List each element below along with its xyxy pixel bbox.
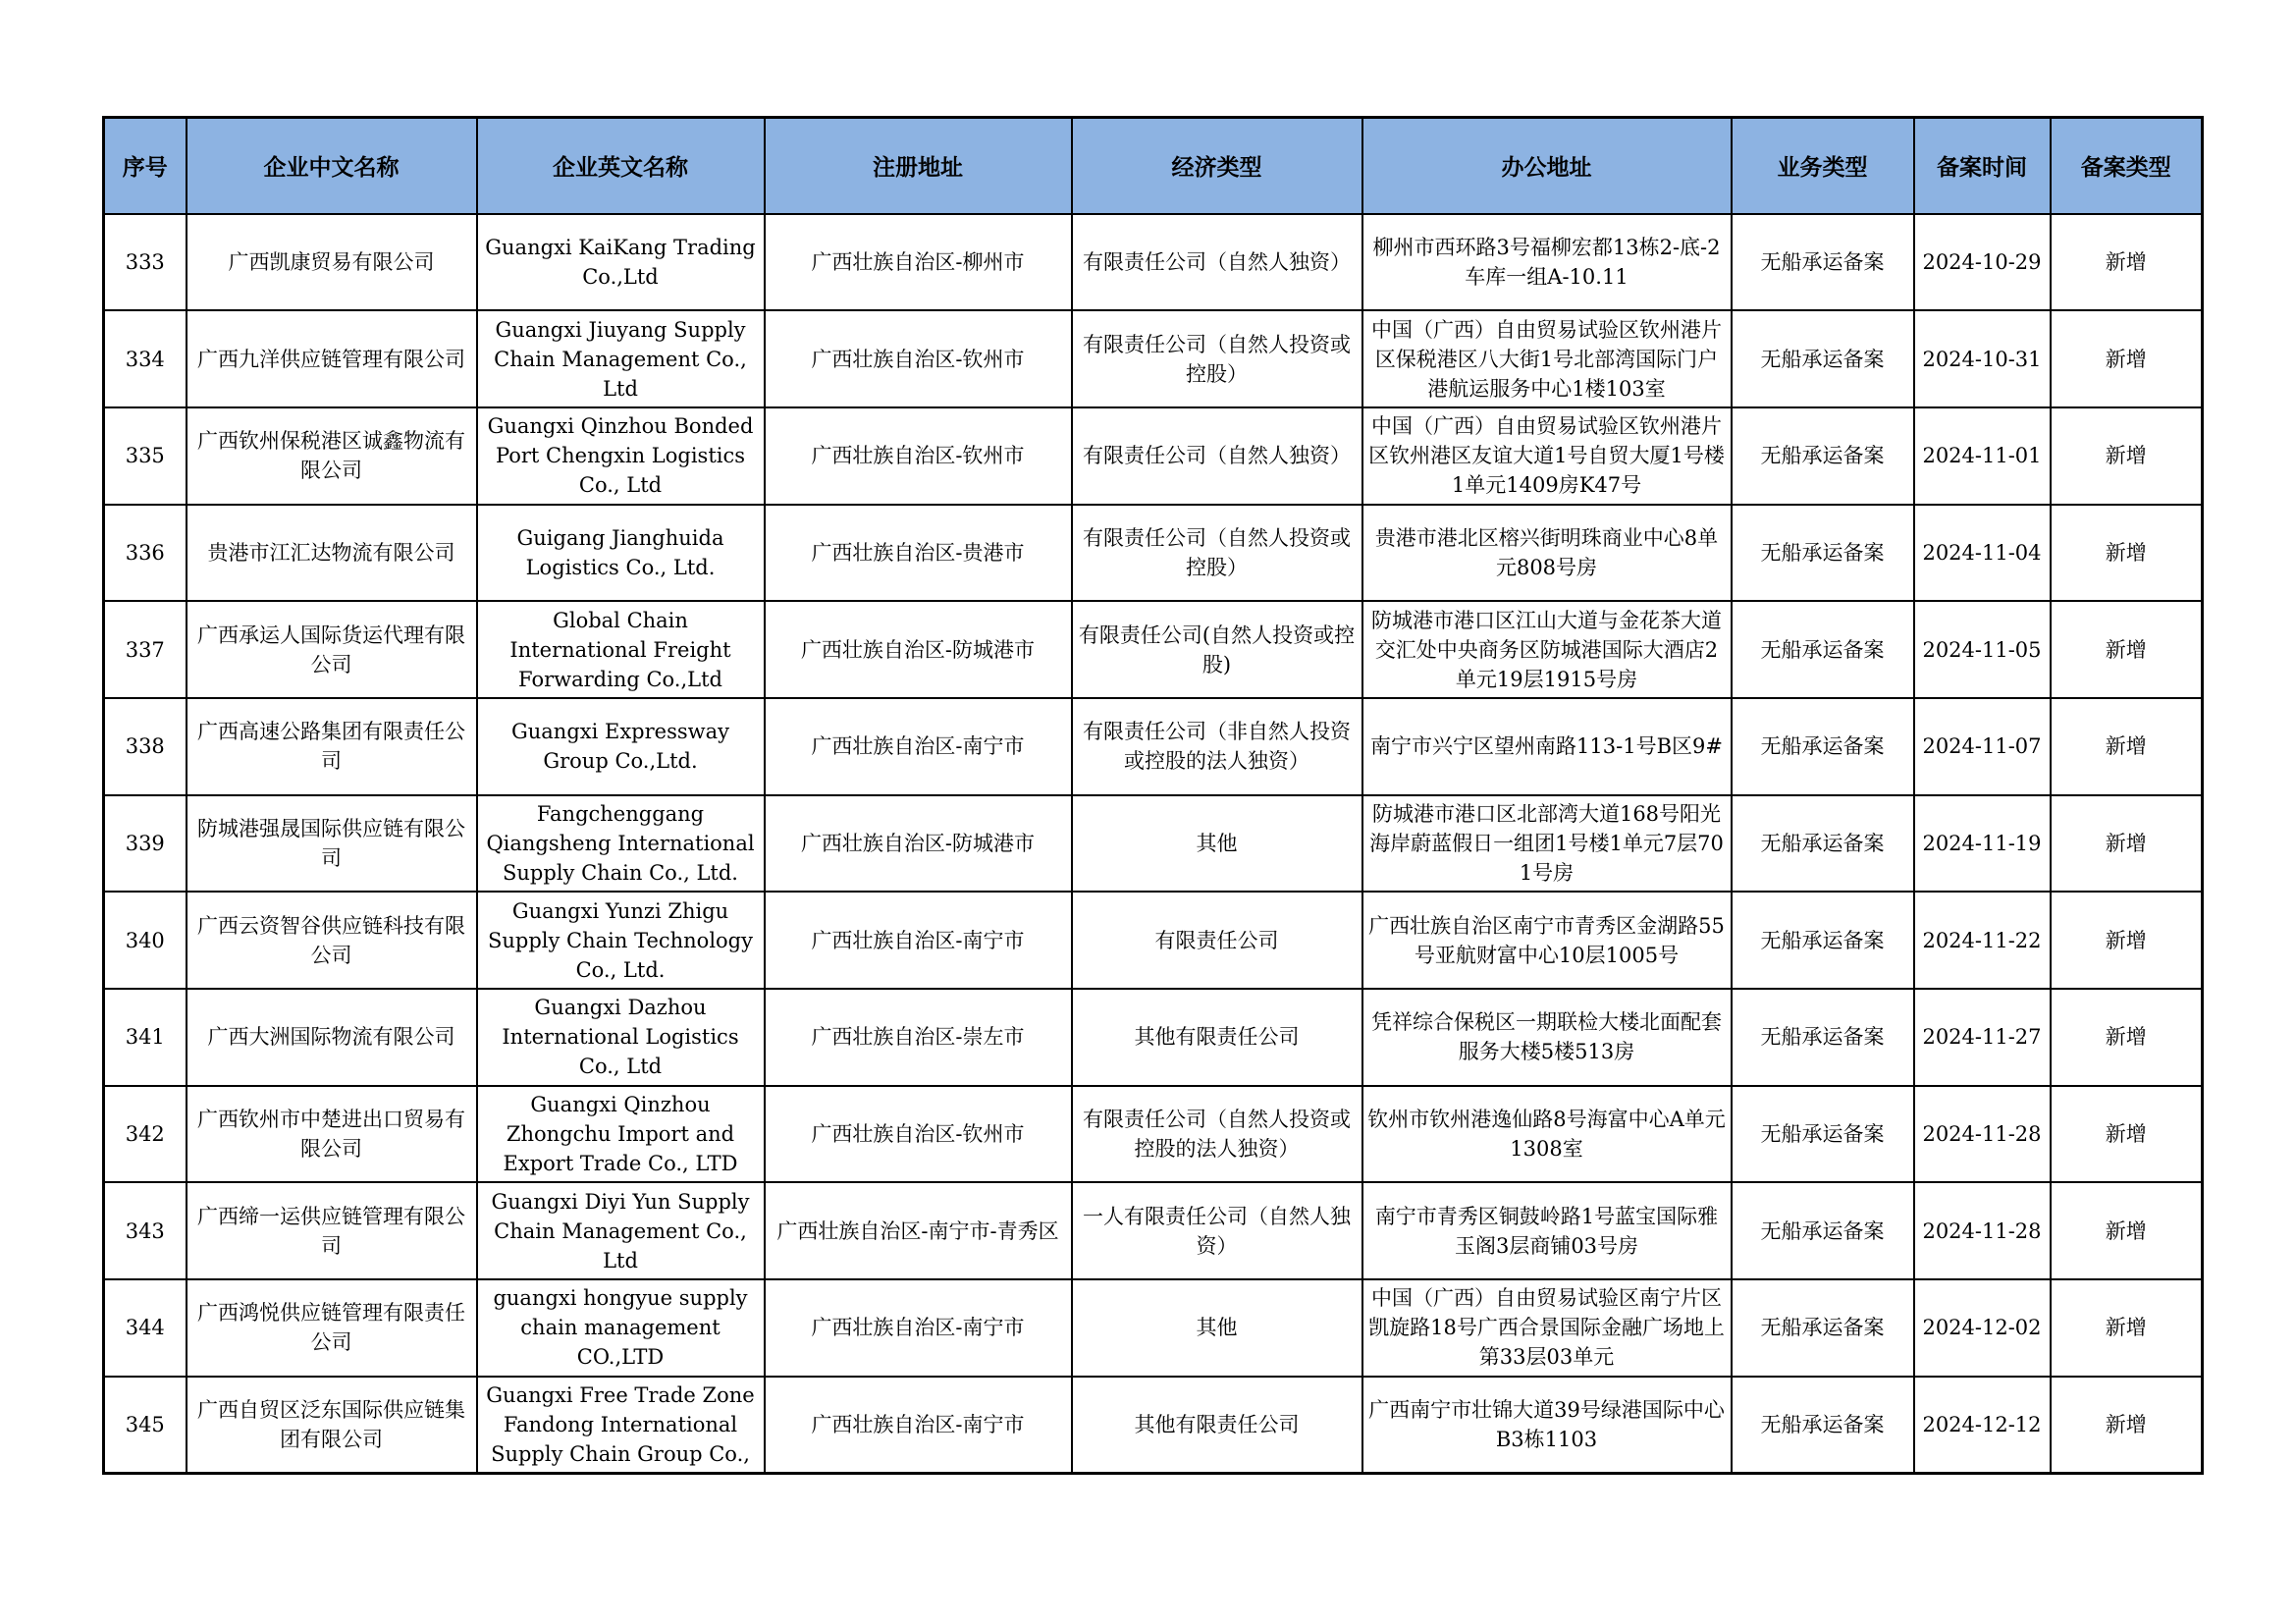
cell-registered-address xyxy=(765,698,1072,795)
cell-business-type xyxy=(1732,505,1914,602)
cell-seq-no-text: 341 xyxy=(125,1025,165,1050)
cell-filing-type-text: 新增 xyxy=(2105,831,2147,855)
table-row xyxy=(104,989,2203,1086)
cell-filing-date xyxy=(1914,1377,2051,1474)
cell-company-en-name xyxy=(477,407,765,505)
header-company-en-name: 企业英文名称 xyxy=(477,118,765,214)
cell-company-cn-name xyxy=(187,310,477,407)
cell-company-en-name-text: Guangxi Qinzhou Bonded Port Chengxin Logistics Co., Ltd xyxy=(487,414,754,498)
cell-office-address-text: 中国（广西）自由贸易试验区钦州港片区钦州港区友谊大道1号自贸大厦1号楼1单元1409房K47号 xyxy=(1368,414,1725,498)
cell-office-address-text: 中国（广西）自由贸易试验区南宁片区凯旋路18号广西合景国际金融广场地上第33层03单元 xyxy=(1368,1286,1725,1370)
cell-economic-type xyxy=(1072,1377,1362,1474)
cell-business-type xyxy=(1732,601,1914,698)
cell-office-address xyxy=(1362,214,1732,311)
cell-company-cn-name-text: 防城港强晟国际供应链有限公司 xyxy=(197,816,465,870)
cell-filing-type xyxy=(2051,698,2203,795)
cell-company-en-name xyxy=(477,1086,765,1183)
cell-filing-type xyxy=(2051,310,2203,407)
cell-economic-type-text: 一人有限责任公司（自然人独资） xyxy=(1083,1204,1351,1258)
cell-business-type-text: 无船承运备案 xyxy=(1760,637,1885,662)
table-body xyxy=(104,214,2203,1474)
cell-economic-type xyxy=(1072,1182,1362,1279)
header-row xyxy=(104,118,2203,214)
cell-business-type xyxy=(1732,795,1914,893)
cell-company-en-name xyxy=(477,795,765,893)
cell-business-type xyxy=(1732,407,1914,505)
cell-filing-date xyxy=(1914,989,2051,1086)
cell-filing-type-text: 新增 xyxy=(2105,1218,2147,1243)
cell-company-cn-name-text: 广西高速公路集团有限责任公司 xyxy=(197,720,465,774)
cell-company-en-name-text: Guangxi Expressway Group Co.,Ltd. xyxy=(510,720,730,774)
cell-filing-type-text: 新增 xyxy=(2105,1316,2147,1340)
cell-company-cn-name-text: 广西鸿悦供应链管理有限责任公司 xyxy=(197,1301,465,1355)
header-economic-type: 经济类型 xyxy=(1072,118,1362,214)
cell-economic-type-text: 有限责任公司（自然人投资或控股） xyxy=(1083,525,1351,579)
cell-registered-address-text: 广西壮族自治区-南宁市-青秀区 xyxy=(776,1218,1059,1243)
cell-company-cn-name-text: 贵港市江汇达物流有限公司 xyxy=(207,540,455,565)
cell-office-address xyxy=(1362,795,1732,893)
cell-economic-type xyxy=(1072,505,1362,602)
cell-office-address xyxy=(1362,698,1732,795)
cell-company-en-name xyxy=(477,1279,765,1377)
table-row xyxy=(104,1377,2203,1474)
cell-company-cn-name-text: 广西凯康贸易有限公司 xyxy=(228,249,435,274)
cell-seq-no-text: 340 xyxy=(125,928,165,952)
cell-registered-address xyxy=(765,310,1072,407)
cell-company-en-name-text: Guangxi Yunzi Zhigu Supply Chain Technology Co., Ltd. xyxy=(487,898,753,982)
cell-registered-address-text: 广西壮族自治区-南宁市 xyxy=(811,1316,1025,1340)
cell-seq-no-text: 342 xyxy=(125,1122,165,1147)
cell-company-en-name xyxy=(477,601,765,698)
cell-filing-type xyxy=(2051,601,2203,698)
cell-seq-no xyxy=(104,1279,187,1377)
cell-company-cn-name xyxy=(187,1377,477,1474)
cell-business-type xyxy=(1732,1377,1914,1474)
cell-registered-address-text: 广西壮族自治区-柳州市 xyxy=(811,249,1025,274)
cell-business-type-text: 无船承运备案 xyxy=(1760,1316,1885,1340)
cell-company-cn-name xyxy=(187,214,477,311)
cell-seq-no xyxy=(104,989,187,1086)
cell-filing-date xyxy=(1914,407,2051,505)
cell-filing-type-text: 新增 xyxy=(2105,928,2147,952)
cell-filing-date xyxy=(1914,1086,2051,1183)
cell-company-en-name-text: Guangxi KaiKang Trading Co.,Ltd xyxy=(485,235,756,289)
cell-company-en-name-text: Guangxi Jiuyang Supply Chain Management Co., Ltd xyxy=(494,317,747,401)
cell-economic-type-text: 其他有限责任公司 xyxy=(1134,1025,1300,1050)
cell-seq-no xyxy=(104,698,187,795)
cell-registered-address-text: 广西壮族自治区-防城港市 xyxy=(800,637,1036,662)
cell-economic-type-text: 有限责任公司 xyxy=(1154,928,1279,952)
cell-seq-no-text: 338 xyxy=(125,734,165,759)
cell-seq-no xyxy=(104,505,187,602)
cell-filing-date xyxy=(1914,1279,2051,1377)
cell-business-type-text: 无船承运备案 xyxy=(1760,734,1885,759)
cell-registered-address-text: 广西壮族自治区-防城港市 xyxy=(800,831,1036,855)
cell-registered-address xyxy=(765,1086,1072,1183)
cell-economic-type-text: 有限责任公司（非自然人投资或控股的法人独资） xyxy=(1083,720,1351,774)
cell-filing-date-text: 2024-11-01 xyxy=(1922,444,2042,468)
cell-filing-date xyxy=(1914,601,2051,698)
cell-seq-no-text: 333 xyxy=(125,249,165,274)
cell-company-cn-name xyxy=(187,698,477,795)
cell-filing-type xyxy=(2051,795,2203,893)
cell-seq-no xyxy=(104,407,187,505)
cell-filing-type xyxy=(2051,989,2203,1086)
cell-filing-type-text: 新增 xyxy=(2105,249,2147,274)
cell-economic-type xyxy=(1072,1279,1362,1377)
cell-company-cn-name xyxy=(187,1279,477,1377)
header-filing-type: 备案类型 xyxy=(2051,118,2203,214)
cell-seq-no xyxy=(104,1086,187,1183)
registry-table xyxy=(102,116,2204,1475)
cell-registered-address xyxy=(765,989,1072,1086)
cell-filing-type-text: 新增 xyxy=(2105,637,2147,662)
cell-filing-type xyxy=(2051,214,2203,311)
cell-filing-date-text: 2024-12-12 xyxy=(1922,1412,2042,1436)
cell-company-en-name xyxy=(477,989,765,1086)
cell-company-cn-name-text: 广西九洋供应链管理有限公司 xyxy=(197,347,465,371)
cell-seq-no xyxy=(104,1182,187,1279)
cell-seq-no xyxy=(104,1377,187,1474)
cell-office-address xyxy=(1362,407,1732,505)
cell-seq-no-text: 336 xyxy=(125,540,165,565)
cell-filing-date-text: 2024-11-28 xyxy=(1922,1218,2042,1243)
cell-company-cn-name-text: 广西云资智谷供应链科技有限公司 xyxy=(197,913,465,967)
cell-business-type-text: 无船承运备案 xyxy=(1760,249,1885,274)
cell-filing-date xyxy=(1914,795,2051,893)
cell-business-type-text: 无船承运备案 xyxy=(1760,1025,1885,1050)
cell-business-type-text: 无船承运备案 xyxy=(1760,1122,1885,1147)
cell-filing-date xyxy=(1914,698,2051,795)
header-company-cn-name: 企业中文名称 xyxy=(187,118,477,214)
cell-seq-no-text: 343 xyxy=(125,1218,165,1243)
cell-company-en-name-text: Guangxi Dazhou International Logistics Co., Ltd xyxy=(502,996,739,1079)
cell-office-address-text: 钦州市钦州港逸仙路8号海富中心A单元1308室 xyxy=(1367,1108,1726,1162)
cell-seq-no-text: 339 xyxy=(125,831,165,855)
cell-company-en-name-text: Guangxi Qinzhou Zhongchu Import and Export Trade Co., LTD xyxy=(503,1093,738,1176)
cell-economic-type-text: 其他 xyxy=(1196,831,1238,855)
table-row xyxy=(104,310,2203,407)
cell-office-address xyxy=(1362,1182,1732,1279)
cell-registered-address xyxy=(765,601,1072,698)
cell-filing-date-text: 2024-11-07 xyxy=(1922,734,2042,759)
cell-filing-type xyxy=(2051,1377,2203,1474)
cell-economic-type-text: 有限责任公司（自然人独资） xyxy=(1083,249,1351,274)
table-header xyxy=(104,118,2203,214)
cell-filing-date xyxy=(1914,892,2051,989)
cell-filing-type-text: 新增 xyxy=(2105,444,2147,468)
cell-business-type xyxy=(1732,989,1914,1086)
cell-business-type xyxy=(1732,1086,1914,1183)
cell-registered-address-text: 广西壮族自治区-钦州市 xyxy=(811,444,1025,468)
table-row xyxy=(104,698,2203,795)
cell-economic-type xyxy=(1072,310,1362,407)
cell-office-address-text: 贵港市港北区榕兴街明珠商业中心8单元808号房 xyxy=(1374,525,1719,579)
header-filing-date: 备案时间 xyxy=(1914,118,2051,214)
cell-economic-type xyxy=(1072,698,1362,795)
cell-office-address-text: 防城港市港口区北部湾大道168号阳光海岸蔚蓝假日一组团1号楼1单元7层701号房 xyxy=(1369,801,1724,885)
cell-company-en-name-text: Guigang Jianghuida Logistics Co., Ltd. xyxy=(516,525,724,579)
cell-filing-date xyxy=(1914,505,2051,602)
cell-company-en-name-text: Guangxi Diyi Yun Supply Chain Management Co., Ltd xyxy=(491,1189,750,1272)
cell-office-address-text: 广西壮族自治区南宁市青秀区金湖路55号亚航财富中心10层1005号 xyxy=(1368,913,1725,967)
cell-filing-type xyxy=(2051,892,2203,989)
cell-company-cn-name-text: 广西承运人国际货运代理有限公司 xyxy=(197,623,465,677)
cell-business-type xyxy=(1732,310,1914,407)
cell-economic-type xyxy=(1072,601,1362,698)
cell-seq-no xyxy=(104,214,187,311)
cell-economic-type xyxy=(1072,407,1362,505)
cell-company-cn-name xyxy=(187,601,477,698)
header-business-type: 业务类型 xyxy=(1732,118,1914,214)
cell-registered-address xyxy=(765,407,1072,505)
cell-economic-type-text: 有限责任公司(自然人投资或控股) xyxy=(1078,623,1356,677)
cell-economic-type xyxy=(1072,989,1362,1086)
cell-economic-type xyxy=(1072,1086,1362,1183)
cell-registered-address xyxy=(765,505,1072,602)
cell-filing-date-text: 2024-11-19 xyxy=(1922,831,2042,855)
cell-company-en-name-text: Fangchenggang Qiangsheng International Supply Chain Co., Ltd. xyxy=(486,801,755,885)
cell-filing-type-text: 新增 xyxy=(2105,1122,2147,1147)
header-office-address: 办公地址 xyxy=(1362,118,1732,214)
cell-office-address xyxy=(1362,1279,1732,1377)
cell-office-address xyxy=(1362,1086,1732,1183)
cell-company-cn-name xyxy=(187,407,477,505)
cell-office-address xyxy=(1362,989,1732,1086)
cell-office-address-text: 柳州市西环路3号福柳宏都13栋2-底-2车库一组A-10.11 xyxy=(1372,235,1721,289)
cell-registered-address xyxy=(765,214,1072,311)
cell-seq-no xyxy=(104,892,187,989)
cell-registered-address-text: 广西壮族自治区-钦州市 xyxy=(811,347,1025,371)
table-row xyxy=(104,601,2203,698)
cell-company-en-name-text: Guangxi Free Trade Zone Fandong International Supply Chain Group Co., xyxy=(486,1382,755,1466)
cell-filing-date-text: 2024-11-27 xyxy=(1922,1025,2042,1050)
cell-filing-date-text: 2024-10-31 xyxy=(1922,347,2042,371)
cell-office-address xyxy=(1362,892,1732,989)
cell-filing-date-text: 2024-10-29 xyxy=(1922,249,2042,274)
cell-company-en-name xyxy=(477,1182,765,1279)
cell-filing-type-text: 新增 xyxy=(2105,734,2147,759)
cell-company-cn-name xyxy=(187,892,477,989)
cell-economic-type xyxy=(1072,795,1362,893)
cell-office-address-text: 凭祥综合保税区一期联检大楼北面配套服务大楼5楼513房 xyxy=(1371,1010,1722,1064)
cell-economic-type-text: 其他 xyxy=(1196,1316,1238,1340)
cell-registered-address-text: 广西壮族自治区-崇左市 xyxy=(811,1025,1025,1050)
cell-company-cn-name xyxy=(187,1182,477,1279)
cell-business-type-text: 无船承运备案 xyxy=(1760,1412,1885,1436)
cell-filing-type xyxy=(2051,505,2203,602)
cell-business-type-text: 无船承运备案 xyxy=(1760,928,1885,952)
cell-seq-no-text: 345 xyxy=(125,1412,165,1436)
cell-filing-type-text: 新增 xyxy=(2105,1025,2147,1050)
cell-economic-type-text: 有限责任公司（自然人独资） xyxy=(1083,444,1351,468)
cell-company-en-name xyxy=(477,214,765,311)
cell-office-address xyxy=(1362,1377,1732,1474)
cell-economic-type xyxy=(1072,892,1362,989)
cell-business-type xyxy=(1732,698,1914,795)
table-row xyxy=(104,1086,2203,1183)
cell-filing-date xyxy=(1914,214,2051,311)
cell-seq-no-text: 334 xyxy=(125,347,165,371)
cell-seq-no xyxy=(104,310,187,407)
cell-registered-address-text: 广西壮族自治区-贵港市 xyxy=(811,540,1025,565)
cell-business-type-text: 无船承运备案 xyxy=(1760,347,1885,371)
cell-office-address xyxy=(1362,505,1732,602)
cell-company-cn-name-text: 广西缔一运供应链管理有限公司 xyxy=(197,1204,465,1258)
cell-economic-type-text: 有限责任公司（自然人投资或控股的法人独资） xyxy=(1083,1108,1351,1162)
table-row xyxy=(104,407,2203,505)
cell-filing-date xyxy=(1914,310,2051,407)
table-row xyxy=(104,1182,2203,1279)
cell-filing-type-text: 新增 xyxy=(2105,540,2147,565)
cell-registered-address-text: 广西壮族自治区-钦州市 xyxy=(811,1122,1025,1147)
cell-office-address xyxy=(1362,601,1732,698)
cell-company-en-name xyxy=(477,505,765,602)
cell-filing-date-text: 2024-11-22 xyxy=(1922,928,2042,952)
cell-filing-type-text: 新增 xyxy=(2105,347,2147,371)
cell-filing-type xyxy=(2051,1279,2203,1377)
cell-filing-date xyxy=(1914,1182,2051,1279)
cell-registered-address-text: 广西壮族自治区-南宁市 xyxy=(811,928,1025,952)
table-row xyxy=(104,1279,2203,1377)
cell-filing-type xyxy=(2051,407,2203,505)
cell-company-en-name-text: Global Chain International Freight Forwarding Co.,Ltd xyxy=(509,608,731,691)
cell-company-cn-name-text: 广西钦州市中楚进出口贸易有限公司 xyxy=(197,1108,465,1162)
cell-business-type-text: 无船承运备案 xyxy=(1760,1218,1885,1243)
cell-registered-address xyxy=(765,1377,1072,1474)
cell-filing-type-text: 新增 xyxy=(2105,1412,2147,1436)
cell-company-cn-name xyxy=(187,1086,477,1183)
cell-company-cn-name xyxy=(187,989,477,1086)
cell-business-type-text: 无船承运备案 xyxy=(1760,540,1885,565)
cell-company-cn-name-text: 广西自贸区泛东国际供应链集团有限公司 xyxy=(197,1397,465,1451)
cell-registered-address xyxy=(765,892,1072,989)
cell-company-en-name xyxy=(477,698,765,795)
cell-filing-date-text: 2024-11-04 xyxy=(1922,540,2042,565)
cell-company-en-name-text: guangxi hongyue supply chain management CO.,LTD xyxy=(493,1286,748,1370)
cell-registered-address xyxy=(765,1182,1072,1279)
cell-registered-address-text: 广西壮族自治区-南宁市 xyxy=(811,734,1025,759)
cell-seq-no xyxy=(104,601,187,698)
cell-company-cn-name-text: 广西钦州保税港区诚鑫物流有限公司 xyxy=(197,429,465,483)
cell-filing-date-text: 2024-11-28 xyxy=(1922,1122,2042,1147)
cell-office-address-text: 南宁市兴宁区望州南路113-1号B区9# xyxy=(1370,734,1723,759)
cell-economic-type xyxy=(1072,214,1362,311)
cell-company-en-name xyxy=(477,1377,765,1474)
cell-office-address-text: 中国（广西）自由贸易试验区钦州港片区保税港区八大街1号北部湾国际门户港航运服务中心1楼103室 xyxy=(1371,317,1722,401)
cell-business-type xyxy=(1732,214,1914,311)
cell-filing-type xyxy=(2051,1086,2203,1183)
cell-registered-address xyxy=(765,1279,1072,1377)
header-seq-no: 序号 xyxy=(104,118,187,214)
cell-filing-date-text: 2024-11-05 xyxy=(1922,637,2042,662)
cell-company-en-name xyxy=(477,892,765,989)
cell-registered-address xyxy=(765,795,1072,893)
cell-business-type xyxy=(1732,892,1914,989)
table-row xyxy=(104,795,2203,893)
cell-seq-no-text: 337 xyxy=(125,637,165,662)
cell-company-cn-name xyxy=(187,795,477,893)
header-registered-address: 注册地址 xyxy=(765,118,1072,214)
cell-business-type-text: 无船承运备案 xyxy=(1760,444,1885,468)
cell-seq-no-text: 335 xyxy=(125,444,165,468)
cell-business-type xyxy=(1732,1279,1914,1377)
cell-office-address xyxy=(1362,310,1732,407)
cell-filing-date-text: 2024-12-02 xyxy=(1922,1316,2042,1340)
cell-office-address-text: 广西南宁市壮锦大道39号绿港国际中心B3栋1103 xyxy=(1368,1397,1725,1451)
cell-filing-type xyxy=(2051,1182,2203,1279)
cell-company-cn-name xyxy=(187,505,477,602)
cell-economic-type-text: 其他有限责任公司 xyxy=(1134,1412,1300,1436)
table-row xyxy=(104,505,2203,602)
cell-business-type xyxy=(1732,1182,1914,1279)
cell-economic-type-text: 有限责任公司（自然人投资或控股） xyxy=(1083,332,1351,386)
cell-company-cn-name-text: 广西大洲国际物流有限公司 xyxy=(207,1025,455,1050)
cell-seq-no xyxy=(104,795,187,893)
cell-registered-address-text: 广西壮族自治区-南宁市 xyxy=(811,1412,1025,1436)
cell-office-address-text: 防城港市港口区江山大道与金花茶大道交汇处中央商务区防城港国际大酒店2单元19层1915号房 xyxy=(1371,608,1722,691)
cell-seq-no-text: 344 xyxy=(125,1316,165,1340)
table-row xyxy=(104,214,2203,311)
table-row xyxy=(104,892,2203,989)
cell-company-en-name xyxy=(477,310,765,407)
cell-office-address-text: 南宁市青秀区铜鼓岭路1号蓝宝国际雅玉阁3层商铺03号房 xyxy=(1374,1204,1719,1258)
cell-business-type-text: 无船承运备案 xyxy=(1760,831,1885,855)
